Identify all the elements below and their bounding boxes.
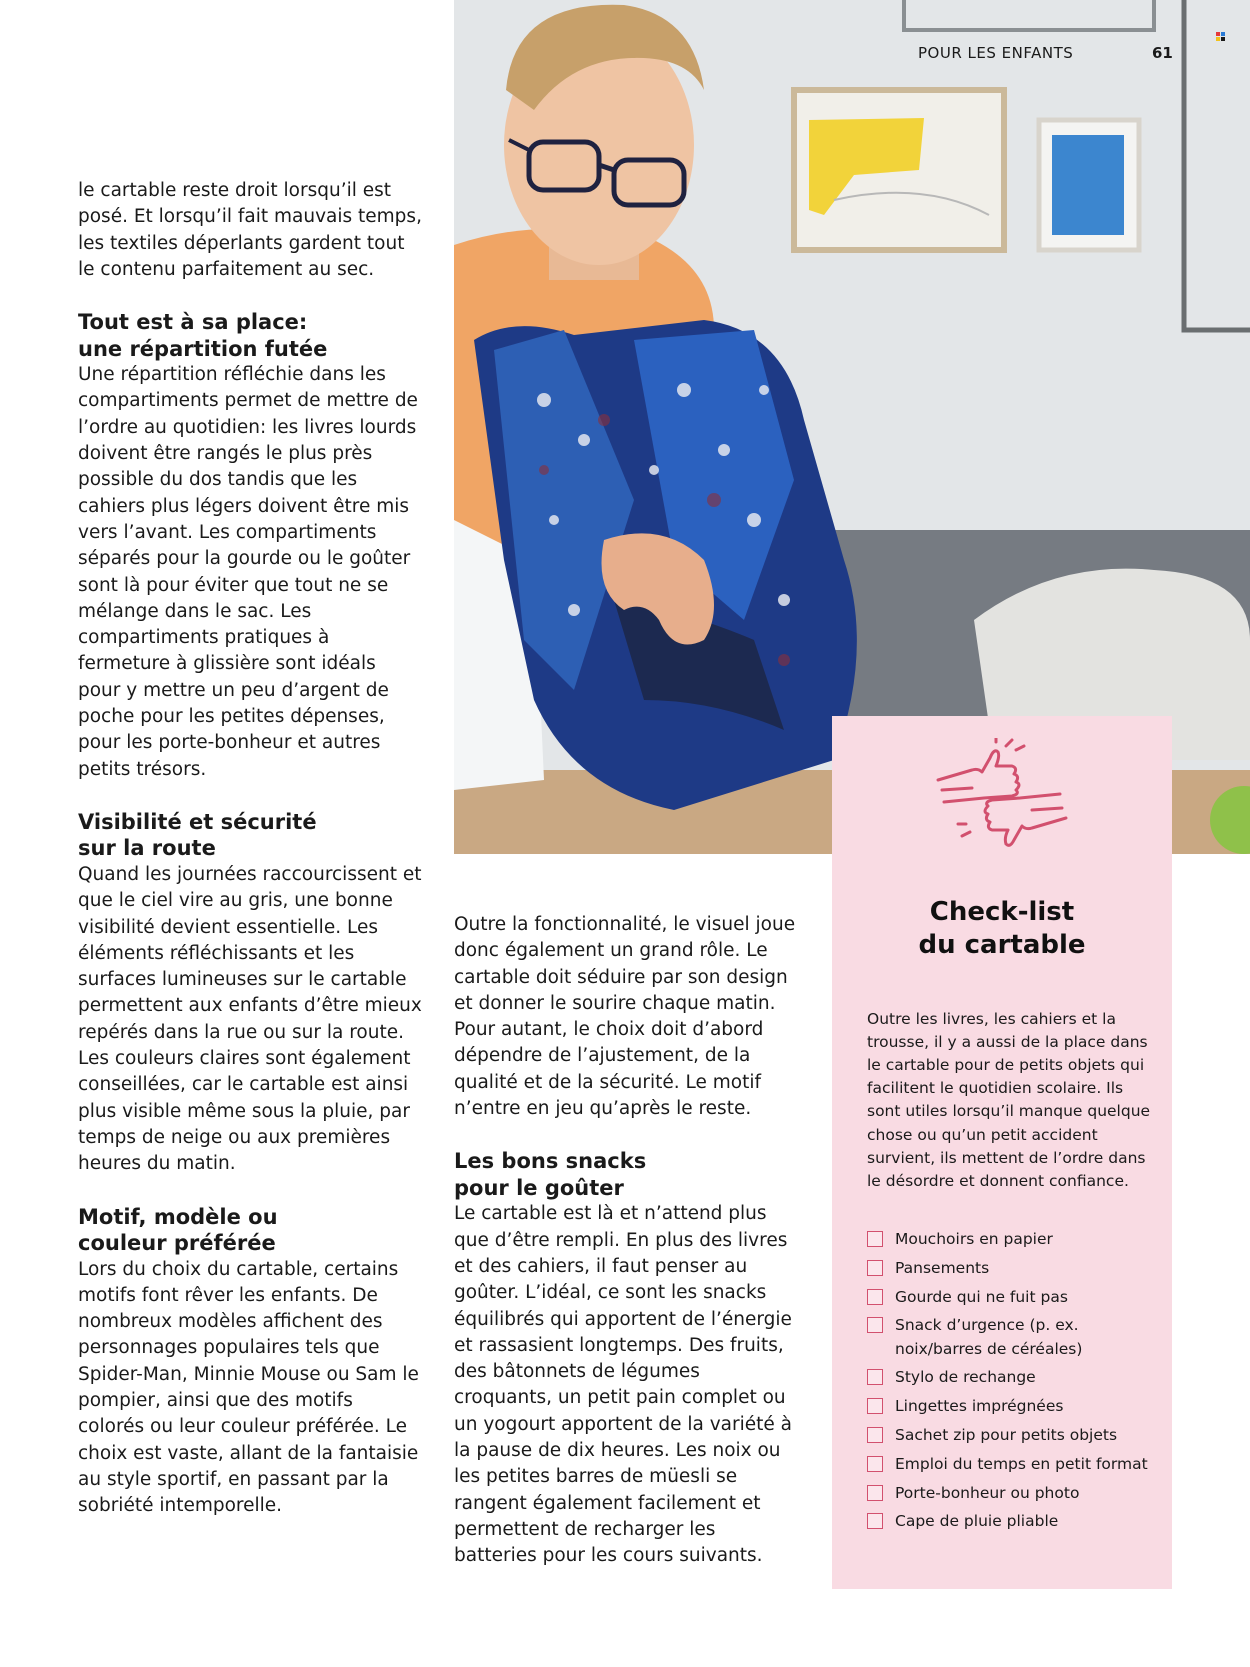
checkbox-icon[interactable] bbox=[867, 1317, 883, 1333]
checklist-title-line: Check-list bbox=[929, 897, 1075, 927]
paragraph-intro: le cartable reste droit lorsqu’il est posé. Et lorsqu’il fait mauvais temps, les textiles déperlants gardent tout le contenu parfaitement au sec. bbox=[78, 180, 422, 280]
checklist-item-label: Emploi du temps en petit format bbox=[895, 1454, 1148, 1473]
checkbox-icon[interactable] bbox=[867, 1260, 883, 1276]
checklist-title bbox=[832, 896, 1172, 962]
checklist-item[interactable] bbox=[867, 1366, 1157, 1389]
checklist-item[interactable] bbox=[867, 1424, 1157, 1447]
checklist-title-line: du cartable bbox=[918, 930, 1086, 960]
checkbox-icon[interactable] bbox=[867, 1369, 883, 1385]
paragraph-visibilite: Quand les journées raccourcissent et que le ciel vire au gris, une bonne visibilité devient essentielle. Les éléments réfléchissants et les surfaces lumineuses sur le cartable permettent aux enfants d’être mieux repérés dans la rue ou sur la route. Les couleurs claires sont également conseillées, car le cartable est ainsi plus visible même sous la pluie, par temps de neige ou aux premières heures du matin. bbox=[78, 863, 422, 1175]
checkbox-icon[interactable] bbox=[867, 1513, 883, 1529]
checklist-item[interactable] bbox=[867, 1453, 1157, 1476]
checklist-item[interactable] bbox=[867, 1510, 1157, 1533]
checklist-intro: Outre les livres, les cahiers et la trousse, il y a aussi de la place dans le cartable pour de petits objets qui facilitent le quotidien scolaire. Ils sont utiles lorsqu’il manque quelque chose ou qu’un petit accident survient, ils mettent de l’ordre dans le désordre et donnent confiance. bbox=[867, 1009, 1151, 1190]
thumbs-up-hands-icon bbox=[932, 738, 1072, 850]
checklist-item-label: Sachet zip pour petits objets bbox=[895, 1425, 1118, 1444]
checklist-items bbox=[867, 1228, 1157, 1539]
checkbox-icon[interactable] bbox=[867, 1456, 883, 1472]
checkbox-icon[interactable] bbox=[867, 1485, 883, 1501]
checklist-item[interactable] bbox=[867, 1257, 1157, 1280]
checklist-item-label: Lingettes imprégnées bbox=[895, 1397, 1064, 1416]
article-column-middle bbox=[454, 912, 799, 1570]
checkbox-icon[interactable] bbox=[867, 1289, 883, 1305]
checkbox-icon[interactable] bbox=[867, 1231, 883, 1247]
heading-line: Tout est à sa place: bbox=[78, 310, 308, 335]
article-column-left bbox=[78, 178, 423, 1519]
paragraph-repartition: Une répartition réfléchie dans les compartiments permet de mettre de l’ordre au quotidien: les livres lourds doivent être rangés le plus près possible du dos tandis que les cahiers plus légers doivent être mis vers l’avant. Les compartiments séparés pour la gourde ou le goûter sont là pour éviter que tout ne se mélange dans le sac. Les compartiments pratiques à fermeture à glissière sont idéals pour y mettre un peu d’argent de poche pour les petites dépenses, pour les porte-bonheur et autres petits trésors. bbox=[78, 364, 418, 780]
section-header: POUR LES ENFANTS bbox=[918, 44, 1074, 62]
checklist-item[interactable] bbox=[867, 1482, 1157, 1505]
page-number: 61 bbox=[1152, 44, 1173, 62]
checklist-item[interactable] bbox=[867, 1228, 1157, 1251]
heading-line: couleur préférée bbox=[78, 1231, 276, 1255]
heading-snacks bbox=[454, 1148, 799, 1201]
checklist-item-label: Porte-bonheur ou photo bbox=[895, 1483, 1080, 1502]
checklist-item-label: Mouchoirs en papier bbox=[895, 1230, 1053, 1248]
heading-line: Motif, modèle ou bbox=[78, 1204, 278, 1229]
checklist-item[interactable] bbox=[867, 1286, 1157, 1309]
registration-mark-icon bbox=[1216, 32, 1225, 41]
checklist-item[interactable] bbox=[867, 1314, 1157, 1360]
heading-line: une répartition futée bbox=[78, 336, 328, 361]
heading-motif bbox=[78, 1204, 423, 1257]
checklist-item[interactable] bbox=[867, 1395, 1157, 1418]
checklist-panel bbox=[832, 716, 1172, 1589]
checklist-item-label: Pansements bbox=[895, 1258, 990, 1277]
heading-line: Les bons snacks bbox=[454, 1149, 647, 1174]
checkbox-icon[interactable] bbox=[867, 1398, 883, 1414]
checklist-item-label: Snack d’urgence (p. ex. noix/barres de céréales) bbox=[895, 1316, 1083, 1358]
paragraph-motif: Lors du choix du cartable, certains motifs font rêver les enfants. De nombreux modèles affichent des personnages populaires tels que Spider-Man, Minnie Mouse ou Sam le pompier, ainsi que des motifs colorés ou leur couleur préférée. Le choix est vaste, allant de la fantaisie au style sportif, en passant par la sobriété intemporelle. bbox=[78, 1258, 419, 1517]
paragraph-snacks: Le cartable est là et n’attend plus que d’être rempli. En plus des livres et des cahiers, il faut penser au goûter. L’idéal, ce sont les snacks équilibrés qui apportent de l’énergie et rassasient longtemps. Des fruits, des bâtonnets de légumes croquants, un petit pain complet ou un yogourt apportent de la variété à la pause de dix heures. Les noix ou les petites barres de müesli se rangent également facilement et permettent de recharger les batteries pour les cours suivants. bbox=[454, 1203, 792, 1567]
checklist-item-label: Cape de pluie pliable bbox=[895, 1512, 1059, 1531]
paragraph-visuel: Outre la fonctionnalité, le visuel joue donc également un grand rôle. Le cartable doit séduire par son design et donner le sourire chaque matin. Pour autant, le choix doit d’abord dépendre de l’ajustement, de la qualité et de la sécurité. Le motif n’entre en jeu qu’après le reste. bbox=[454, 914, 796, 1120]
heading-line: pour le goûter bbox=[454, 1175, 624, 1200]
heading-visibilite bbox=[78, 809, 423, 862]
checkbox-icon[interactable] bbox=[867, 1427, 883, 1443]
heading-line: Visibilité et sécurité bbox=[78, 809, 317, 834]
checklist-item-label: Gourde qui ne fuit pas bbox=[895, 1287, 1068, 1306]
checklist-item-label: Stylo de rechange bbox=[895, 1368, 1036, 1387]
heading-tout-est-a-sa-place bbox=[78, 309, 423, 362]
heading-line: sur la route bbox=[78, 836, 216, 861]
